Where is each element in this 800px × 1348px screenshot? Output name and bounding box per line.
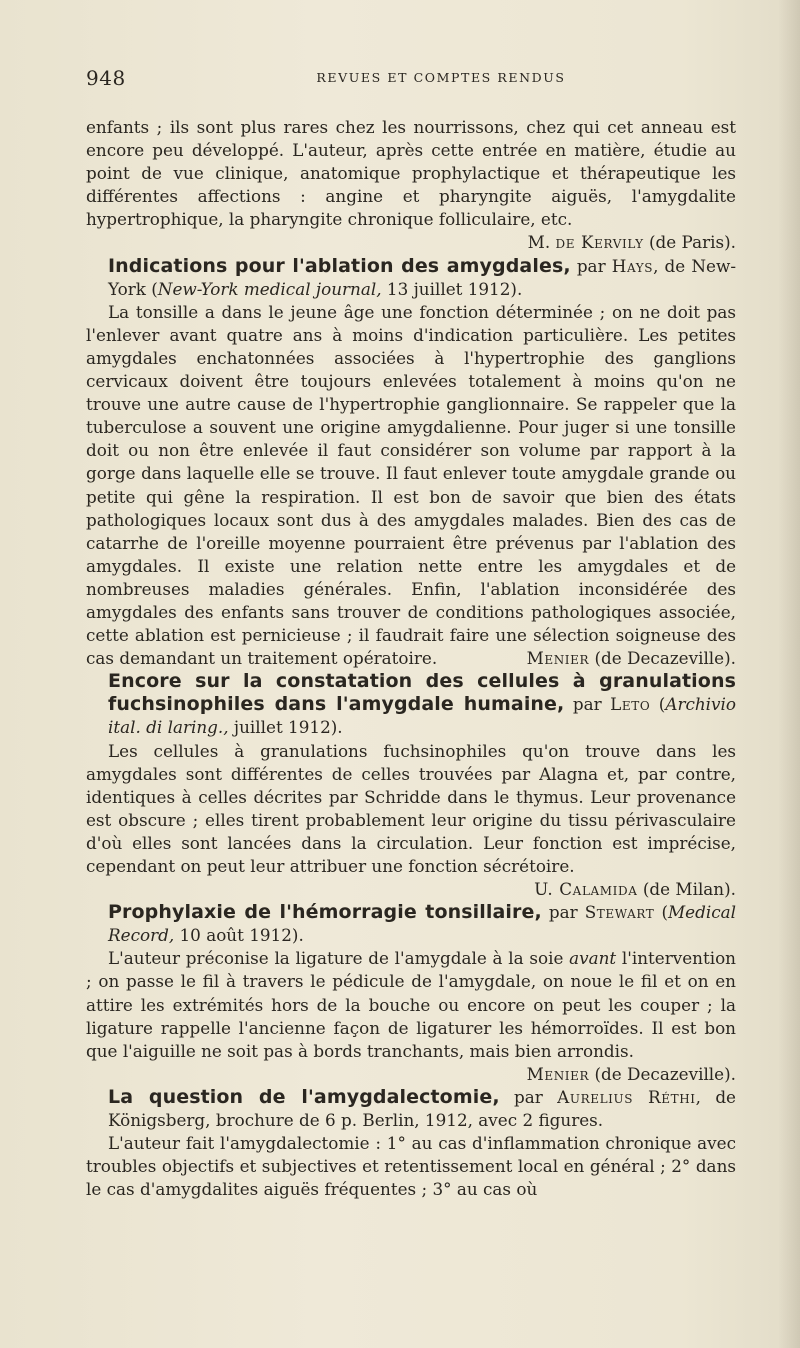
running-title: REVUES ET COMPTES RENDUS xyxy=(316,70,566,85)
entry-heading xyxy=(86,255,736,301)
entry-pre-source: ( xyxy=(654,902,668,923)
entry-source: Archivio ital. di laring., xyxy=(108,694,736,738)
entry-body xyxy=(86,947,736,1086)
entry-body-text: l'intervention ; on passe le fil à travers le pédicule de l'amygdale, on noue le fil et on en attire les extrémités hors de la bouche ou encore on peut les couper ; la ligature rappelle l'ancienne façon de ligaturer les hémorroïdes. Il est bon que l'aiguille ne soit pas à bords tranchants, mais bien arrondis. xyxy=(86,948,736,1061)
entry-title: Prophylaxie de l'hémorragie tonsillaire, xyxy=(108,901,542,924)
entry-heading xyxy=(86,901,736,947)
entry-heading xyxy=(86,1086,736,1132)
entry-author: Leto xyxy=(610,694,651,715)
entry-body xyxy=(86,740,736,902)
reviewer-place: (de Decazeville). xyxy=(589,1063,736,1084)
page-number: 948 xyxy=(86,66,126,90)
entry-by: par xyxy=(564,694,611,715)
intro-text: enfants ; ils sont plus rares chez les nourrissons, chez qui cet anneau est encore peu développé. L'auteur, après cette entrée en matière, étudie au point de vue clinique, anatomique prophylactique et thérapeutique les différentes affections : angine et pharyngite aiguës, l'amygdalite hypertrophique, la pharyngite chronique folliculaire, etc. xyxy=(86,117,736,230)
entry-reviewer xyxy=(505,1063,736,1086)
entry-source: Medical Record, xyxy=(108,902,736,946)
entry-body xyxy=(86,301,736,671)
entry-pre-source: , de New-York ( xyxy=(108,255,736,299)
reviewer-name: Menier xyxy=(526,1063,590,1084)
entry-reviewer xyxy=(512,878,736,901)
signature-place: (de Paris). xyxy=(643,232,736,253)
entry-body-emphasis: avant xyxy=(569,948,617,969)
entry-date: 13 juillet 1912). xyxy=(381,278,523,299)
reviewer-place: (de Milan). xyxy=(637,879,736,900)
entry-body-text: L'auteur préconise la ligature de l'amygdale à la soie xyxy=(108,948,570,969)
text-body xyxy=(86,116,736,1201)
intro-signature xyxy=(86,231,736,254)
entry-date: 10 août 1912). xyxy=(174,925,304,946)
reviewer-place: (de Decazeville). xyxy=(589,648,736,669)
entry-title: Indications pour l'ablation des amygdales, xyxy=(108,254,571,277)
entry-pre-source: ( xyxy=(650,694,666,715)
entry-body xyxy=(86,1132,736,1201)
entry-source: New-York medical journal, xyxy=(157,278,382,299)
entry-author: Stewart xyxy=(584,902,655,923)
entry-by: par xyxy=(570,255,612,276)
entry-title: La question de l'amygdalectomie, xyxy=(108,1085,500,1108)
entry-heading xyxy=(86,670,736,739)
entry-reviewer xyxy=(505,647,736,670)
reviewer-name: U. Calamida xyxy=(534,879,638,900)
entry-title: Encore sur la constatation des cellules à granulations fuchsinophiles dans l'amygdale humaine, xyxy=(108,670,736,716)
entry-author: Hays xyxy=(611,255,654,276)
page-spine-shadow xyxy=(778,0,800,1348)
entry-author: Aurelius Réthi xyxy=(557,1086,696,1107)
reviewer-name: Menier xyxy=(526,648,590,669)
entry-pre-source: , de Königsberg, brochure de 6 p. Berlin, 1912, avec 2 figures. xyxy=(108,1086,736,1131)
entry-body-text: L'auteur fait l'amygdalectomie : 1° au cas d'inflammation chronique avec troubles objectifs et subjectives et retentissement local en général ; 2° dans le cas d'amygdalites aiguës fréquentes ; 3° au cas où xyxy=(86,1133,736,1200)
entry-body-text: La tonsille a dans le jeune âge une fonction déterminée ; on ne doit pas l'enlever avant quatre ans à moins d'indication particulière. Les petites amygdales enchatonnées associées à l'hypertrophie des ganglions cervicaux doivent être toujours enlevées totalement à moins qu'on ne trouve une autre cause de l'hypertrophie ganglionnaire. Se rappeler que la tuberculose a souvent une origine amygdalienne. Pour juger si une tonsille doit ou non être enlevée il faut considérer son volume par rapport à la gorge dans laquelle elle se trouve. Il faut enlever toute amygdale grande ou petite qui gêne la respiration. Il est bon de savoir que bien des états pathologiques locaux sont dus à des amygdales malades. Bien des cas de catarrhe de l'oreille moyenne pourraient être prévenus par l'ablation des amygdales. Il existe une relation nette entre les amygdales et de nombreuses maladies générales. Enfin, l'ablation inconsidérée des amygdales des enfants sans trouver de conditions pathologiques associée, cette ablation est pernicieuse ; il faudrait faire une sélection soigneuse des cas demandant un traitement opératoire. xyxy=(86,301,736,669)
entry-body-text: Les cellules à granulations fuchsinophiles qu'on trouve dans les amygdales sont différentes de celles trouvées par Alagna et, par contre, identiques à celles décrites par Schridde dans le thymus. Leur provenance est obscure ; elles tirent probablement leur origine du tissu périvasculaire d'où elles sont lancées dans la circulation. Leur fonction est imprécise, cependant on peut leur attribuer une fonction sécrétoire. xyxy=(86,740,736,876)
intro-paragraph xyxy=(86,116,736,231)
entry-date: juillet 1912). xyxy=(228,717,343,738)
signature-name: de Kervily xyxy=(555,232,644,253)
page-header xyxy=(86,66,736,90)
entry-by: par xyxy=(541,902,585,923)
entry-by: par xyxy=(499,1086,558,1107)
signature-prefix: M. xyxy=(527,232,556,253)
